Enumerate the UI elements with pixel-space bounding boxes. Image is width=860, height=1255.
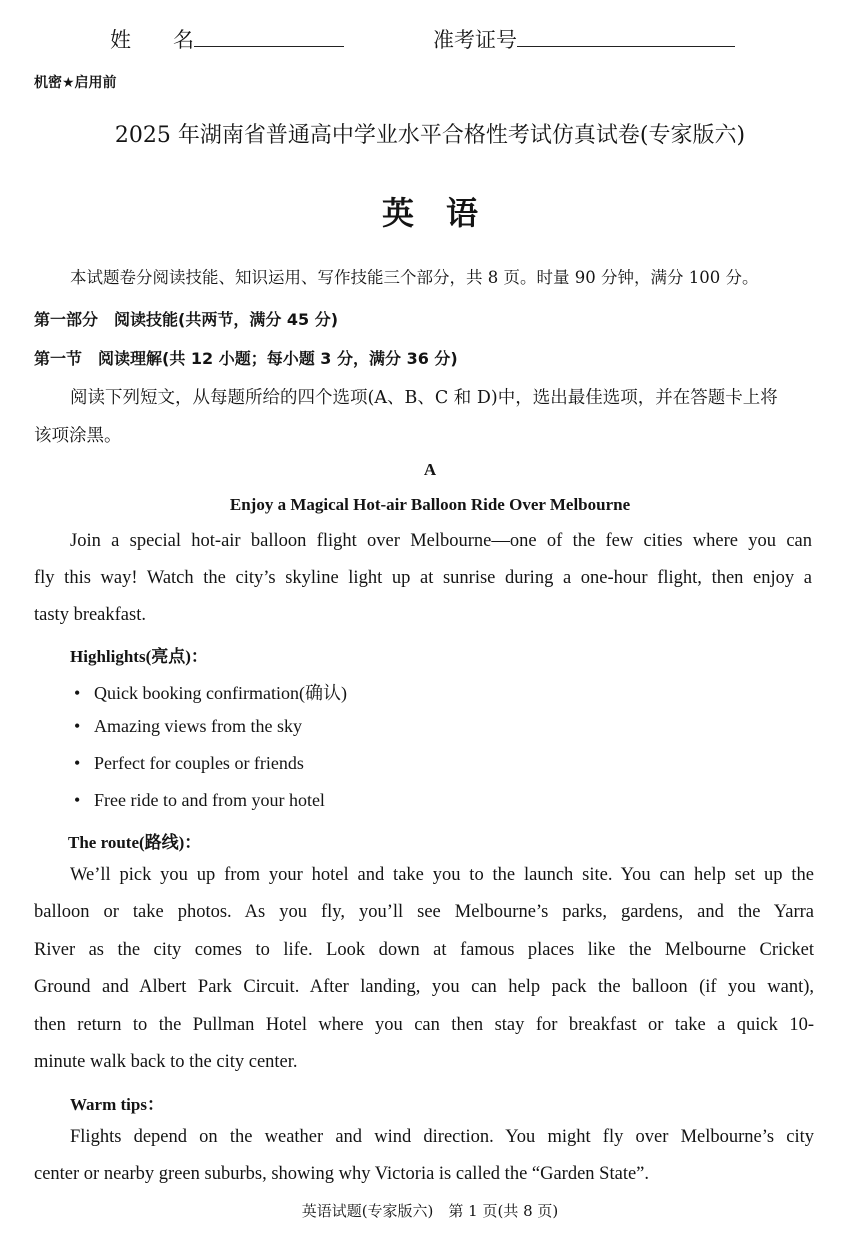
highlight-item: • Perfect for couples or friends bbox=[74, 753, 304, 773]
confidential-mark: 机密★启用前 bbox=[34, 75, 117, 91]
directions-line-1: 阅读下列短文，从每题所给的四个选项(A、B、C 和 D)中，选出最佳选项，并在答题卡上将 bbox=[70, 388, 778, 408]
highlight-item: • Free ride to and from your hotel bbox=[74, 790, 325, 810]
passage-letter: A bbox=[423, 460, 437, 479]
highlight-item: • Quick booking confirmation(确认) bbox=[74, 683, 347, 703]
tips-line-1: Flights depend on the weather and wind direction. You might fly over Melbourne’s city bbox=[70, 1127, 814, 1147]
page-footer: 英语试题(专家版六) 第 1 页(共 8 页) bbox=[301, 1202, 559, 1220]
route-line-3: River as the city comes to life. Look down at famous places like the Melbourne Cricket bbox=[34, 940, 814, 960]
route-heading: The route(路线)： bbox=[68, 833, 202, 852]
directions-line-2: 该项涂黑。 bbox=[34, 426, 122, 446]
route-line-1: We’ll pick you up from your hotel and take you to the launch site. You can help set up the bbox=[70, 865, 814, 885]
tips-heading: Warm tips： bbox=[70, 1095, 164, 1114]
name-field bbox=[110, 24, 344, 54]
route-line-6: minute walk back to the city center. bbox=[34, 1052, 298, 1072]
name-label: 姓 名 bbox=[110, 28, 194, 52]
instructions: 本试题卷分阅读技能、知识运用、写作技能三个部分，共 8 页。时量 90 分钟，满分 100 分。 bbox=[70, 268, 759, 287]
passage-title: Enjoy a Magical Hot-air Balloon Ride Over Melbourne bbox=[229, 495, 631, 514]
route-line-4: Ground and Albert Park Circuit. After landing, you can help pack the balloon (if you want), bbox=[34, 977, 814, 997]
subject-title: 英 语 bbox=[381, 194, 478, 232]
exam-number-label: 准考证号 bbox=[433, 28, 517, 52]
highlight-item: • Amazing views from the sky bbox=[74, 716, 302, 736]
part1-heading: 第一部分 阅读技能(共两节，满分 45 分) bbox=[34, 310, 339, 329]
intro-line-1: Join a special hot-air balloon flight over Melbourne—one of the few cities where you can bbox=[70, 531, 812, 551]
tips-line-2: center or nearby green suburbs, showing why Victoria is called the “Garden State”. bbox=[34, 1164, 650, 1184]
paper-title: 2025 年湖南省普通高中学业水平合格性考试仿真试卷(专家版六) bbox=[114, 123, 746, 148]
route-line-5: then return to the Pullman Hotel where you can then stay for breakfast or take a quick 10- bbox=[34, 1015, 814, 1035]
exam-number-field bbox=[433, 24, 735, 54]
section1-heading: 第一节 阅读理解(共 12 小题；每小题 3 分，满分 36 分) bbox=[34, 349, 458, 368]
route-line-2: balloon or take photos. As you fly, you’ll see Melbourne’s parks, gardens, and the Yarra bbox=[34, 902, 814, 922]
name-blank[interactable] bbox=[194, 28, 344, 47]
exam-number-blank[interactable] bbox=[517, 28, 735, 47]
intro-line-3: tasty breakfast. bbox=[34, 605, 146, 625]
highlights-heading: Highlights(亮点)： bbox=[70, 647, 208, 666]
intro-line-2: fly this way! Watch the city’s skyline light up at sunrise during a one-hour flight, then enjoy a bbox=[34, 568, 812, 588]
